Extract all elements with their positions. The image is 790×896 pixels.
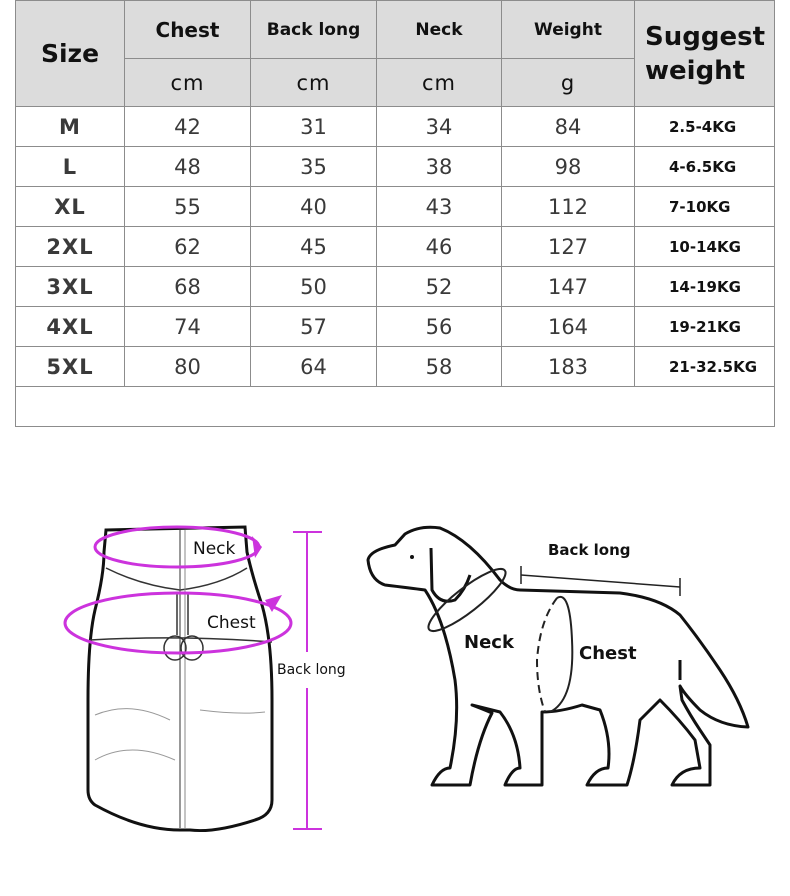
cell-chest: 55: [125, 187, 251, 227]
unit-chest: cm: [125, 59, 251, 107]
dog-back-long-label: Back long: [548, 541, 631, 559]
dog-neck-label: Neck: [464, 632, 514, 653]
cell-neck: 52: [377, 267, 502, 307]
header-weight: Weight: [502, 1, 635, 59]
table-row: [16, 107, 775, 147]
header-suggest-line2: weight: [645, 55, 746, 86]
cell-back-long: 45: [251, 227, 377, 267]
header-neck: Neck: [377, 1, 502, 59]
cell-size: L: [16, 147, 125, 187]
cell-weight: 147: [502, 267, 635, 307]
cell-neck: 46: [377, 227, 502, 267]
cell-neck: 34: [377, 107, 502, 147]
cell-size: 5XL: [16, 347, 125, 387]
unit-back-long: cm: [251, 59, 377, 107]
unit-weight: g: [502, 59, 635, 107]
table-row: [16, 187, 775, 227]
dog-illustration: [360, 515, 760, 815]
cell-chest: 62: [125, 227, 251, 267]
cell-neck: 58: [377, 347, 502, 387]
empty-cell: [16, 387, 775, 427]
header-suggest-weight: [635, 1, 775, 107]
cell-back-long: 31: [251, 107, 377, 147]
cell-size: 3XL: [16, 267, 125, 307]
cell-suggest-weight: 14-19KG: [635, 267, 775, 307]
cell-neck: 43: [377, 187, 502, 227]
empty-row: [16, 387, 775, 427]
cell-weight: 164: [502, 307, 635, 347]
cell-back-long: 40: [251, 187, 377, 227]
vest-back-long-label: Back long: [277, 662, 346, 678]
cell-suggest-weight: 19-21KG: [635, 307, 775, 347]
cell-chest: 42: [125, 107, 251, 147]
cell-chest: 48: [125, 147, 251, 187]
cell-back-long: 50: [251, 267, 377, 307]
cell-back-long: 35: [251, 147, 377, 187]
cell-chest: 80: [125, 347, 251, 387]
header-chest: Chest: [125, 1, 251, 59]
table-row: [16, 307, 775, 347]
table-row: [16, 267, 775, 307]
cell-suggest-weight: 7-10KG: [635, 187, 775, 227]
cell-suggest-weight: 10-14KG: [635, 227, 775, 267]
vest-illustration: [55, 515, 345, 845]
cell-weight: 112: [502, 187, 635, 227]
cell-weight: 127: [502, 227, 635, 267]
table-row: [16, 347, 775, 387]
cell-weight: 84: [502, 107, 635, 147]
cell-weight: 183: [502, 347, 635, 387]
header-back-long: Back long: [251, 1, 377, 59]
cell-size: M: [16, 107, 125, 147]
cell-chest: 74: [125, 307, 251, 347]
table-row: [16, 147, 775, 187]
cell-size: XL: [16, 187, 125, 227]
dog-chest-label: Chest: [579, 643, 637, 664]
cell-size: 2XL: [16, 227, 125, 267]
cell-back-long: 57: [251, 307, 377, 347]
cell-neck: 56: [377, 307, 502, 347]
cell-weight: 98: [502, 147, 635, 187]
vest-chest-label: Chest: [207, 613, 256, 633]
table-row: [16, 227, 775, 267]
cell-suggest-weight: 2.5-4KG: [635, 107, 775, 147]
cell-back-long: 64: [251, 347, 377, 387]
header-suggest-line1: Suggest: [645, 21, 765, 52]
cell-chest: 68: [125, 267, 251, 307]
cell-suggest-weight: 21-32.5KG: [635, 347, 775, 387]
cell-neck: 38: [377, 147, 502, 187]
cell-size: 4XL: [16, 307, 125, 347]
vest-neck-label: Neck: [193, 539, 236, 559]
size-chart-table: [15, 0, 775, 427]
unit-neck: cm: [377, 59, 502, 107]
header-size: Size: [16, 1, 125, 107]
cell-suggest-weight: 4-6.5KG: [635, 147, 775, 187]
